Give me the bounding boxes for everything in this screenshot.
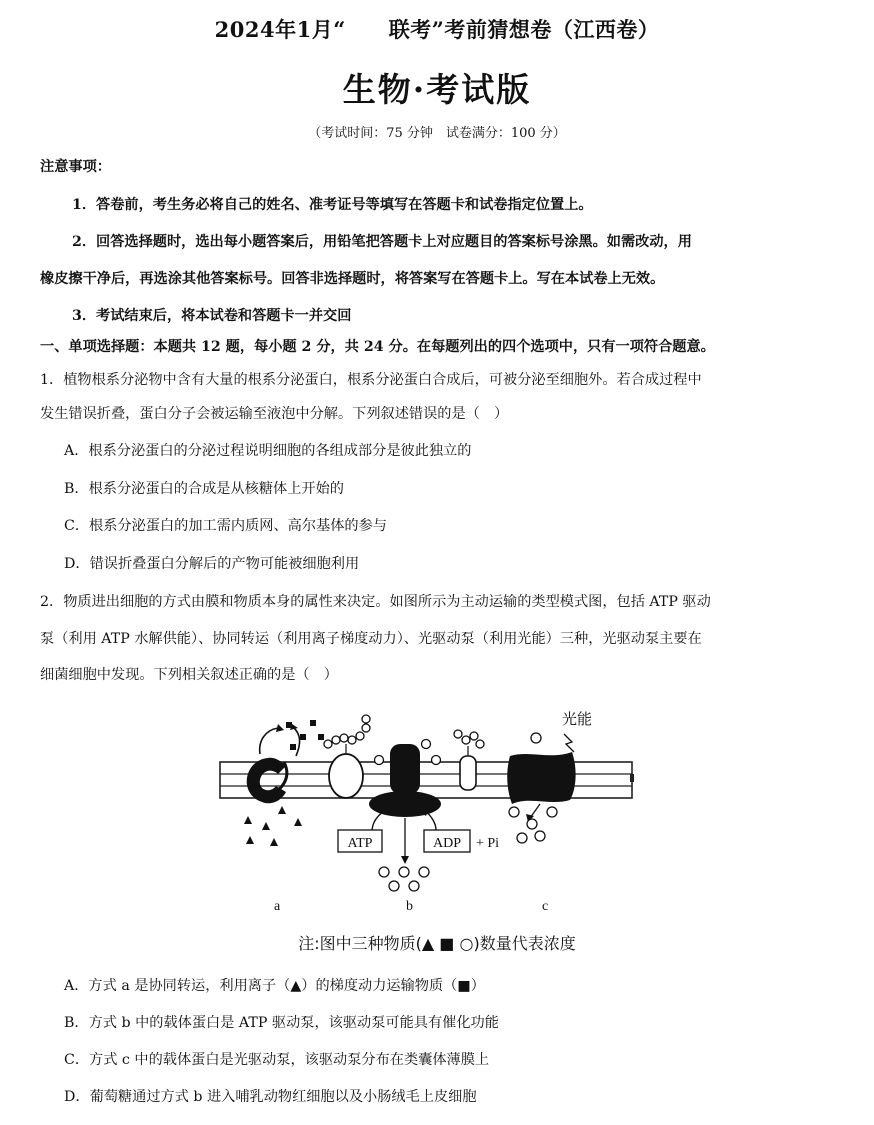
label-b: b — [406, 899, 413, 914]
notice-heading: 注意事项： — [40, 159, 111, 175]
adp-label: ADP — [432, 836, 462, 851]
atp-label: ATP — [347, 836, 373, 851]
light-energy — [562, 710, 592, 752]
adp-box — [424, 830, 470, 852]
answer-option: A．方式 a 是协同转运，利用离子（▲）的梯度动力运输物质（■） — [64, 978, 485, 994]
question-stem: 发生错误折叠，蛋白分子会被运输至液泡中分解。下列叙述错误的是（ ） — [40, 406, 509, 422]
notice-item: 橡皮擦干净后，再选涂其他答案标号。回答非选择题时，将答案写在答题卡上。写在本试卷上无效。 — [40, 271, 665, 287]
answer-option: D．葡萄糖通过方式 b 进入哺乳动物红细胞以及小肠绒毛上皮细胞 — [64, 1089, 477, 1105]
answer-option: B．根系分泌蛋白的合成是从核糖体上开始的 — [64, 481, 344, 497]
substance-circles-b — [379, 867, 429, 891]
atp-box — [338, 830, 382, 852]
label-a: a — [274, 899, 281, 914]
notice-item: 1．答卷前，考生务必将自己的姓名、准考证号等填写在答题卡和试卷指定位置上。 — [72, 197, 593, 213]
answer-option: C．根系分泌蛋白的加工需内质网、高尔基体的参与 — [64, 518, 387, 534]
answer-option: B．方式 b 中的载体蛋白是 ATP 驱动泵，该驱动泵可能具有催化功能 — [64, 1015, 499, 1031]
section-heading: 一、单项选择题：本题共 12 题，每小题 2 分，共 24 分。在每题列出的四个选项中，只有一项符合题意。 — [40, 339, 715, 355]
answer-option: D．错误折叠蛋白分解后的产物可能被细胞利用 — [64, 556, 360, 572]
answer-option: A．根系分泌蛋白的分泌过程说明细胞的各组成部分是彼此独立的 — [64, 443, 472, 459]
exam-time-info: （考试时间：75 分钟 试卷满分：100 分） — [308, 126, 566, 141]
active-transport-diagram — [200, 700, 660, 930]
question-stem: 泵（利用 ATP 水解供能）、协同转运（利用离子梯度动力）、光驱动泵（利用光能）三种，光驱动泵主要在 — [40, 631, 702, 647]
label-c: c — [542, 899, 549, 914]
exam-series-title: 2024年1月“ 联考”考前猜想卷（江西卷） — [214, 17, 660, 42]
question-stem: 1．植物根系分泌物中含有大量的根系分泌蛋白，根系分泌蛋白合成后，可被分泌至细胞外。若合成过程中 — [40, 372, 702, 388]
subject-title: 生物·考试版 — [342, 70, 532, 109]
pi-label: + Pi — [476, 836, 500, 851]
notice-item: 2．回答选择题时，选出每小题答案后，用铅笔把答题卡上对应题目的答案标号涂黑。如需改动，用 — [72, 234, 692, 250]
light-energy-label: 光能 — [562, 710, 593, 728]
ion-triangles — [244, 806, 302, 846]
notice-item: 3．考试结束后，将本试卷和答题卡一并交回 — [72, 308, 352, 324]
diagram-note: 注:图中三种物质(▲ ■ ○)数量代表浓度 — [298, 934, 576, 953]
substance-squares — [286, 720, 324, 750]
question-stem: 细菌细胞中发现。下列相关叙述正确的是（ ） — [40, 667, 338, 683]
question-stem: 2．物质进出细胞的方式由膜和物质本身的属性来决定。如图所示为主动运输的类型模式图，包括 ATP 驱动 — [40, 594, 711, 610]
answer-option: C．方式 c 中的载体蛋白是光驱动泵，该驱动泵分布在类囊体薄膜上 — [64, 1052, 490, 1068]
